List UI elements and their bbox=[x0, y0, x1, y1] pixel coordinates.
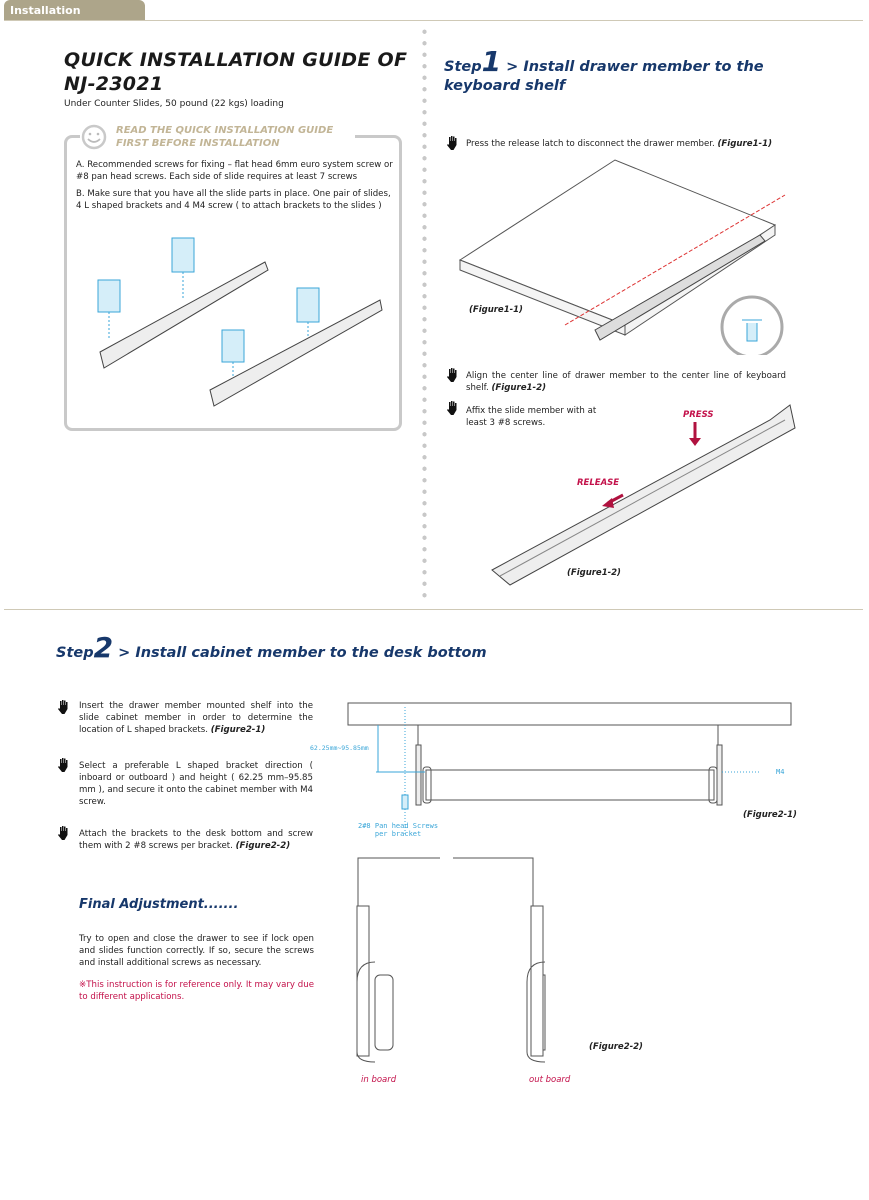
section-divider bbox=[4, 609, 863, 610]
subtitle: Under Counter Slides, 50 pound (22 kgs) loading bbox=[64, 99, 284, 109]
step-word: Step bbox=[56, 645, 94, 661]
step2-instruction-2: Select a preferable L shaped bracket direction ( inboard or outboard ) and height ( 62.25 mm–95.85 mm ), and secure it onto the cabinet member with M4 screw. bbox=[79, 761, 313, 807]
figure1-1-label: (Figure1-1) bbox=[469, 305, 523, 315]
m4-label: M4 bbox=[776, 768, 785, 776]
hand-icon bbox=[446, 367, 460, 383]
step2-instruction-3: Attach the brackets to the desk bottom and screw them with 2 #8 screws per bracket. (Figure2-2) bbox=[79, 829, 313, 851]
notice-line: FIRST BEFORE INSTALLATION bbox=[116, 138, 280, 149]
hand-icon bbox=[57, 825, 71, 841]
header-divider bbox=[4, 20, 863, 21]
height-dimension-label: 62.25mm~95.85mm bbox=[310, 744, 369, 752]
step-title: > Install drawer member to the keyboard shelf bbox=[444, 59, 764, 94]
step1-heading bbox=[444, 45, 764, 96]
title-line: QUICK INSTALLATION GUIDE OF bbox=[64, 49, 408, 71]
point-b: B. Make sure that you have all the slide parts in place. One pair of slides, 4 L shaped brackets and 4 M4 screw ( to attach brackets to the slides ) bbox=[76, 189, 391, 211]
step-word: Step bbox=[444, 59, 482, 75]
hand-icon bbox=[446, 135, 460, 151]
step2-instruction-1: Insert the drawer member mounted shelf into the slide cabinet member in order to determine the location of L shaped brackets. (Figure2-1) bbox=[79, 701, 313, 735]
figure1-1-illustration bbox=[455, 155, 790, 355]
final-adjustment-heading: Final Adjustment....... bbox=[79, 897, 239, 912]
title-model: NJ-23021 bbox=[64, 73, 164, 95]
figure1-2-label: (Figure1-2) bbox=[567, 568, 621, 578]
header-tab: Installation Instructions bbox=[4, 0, 145, 20]
step1-instruction-1: Press the release latch to disconnect the drawer member. (Figure1-1) bbox=[466, 139, 773, 149]
screw-label: per bracket bbox=[374, 830, 422, 838]
step1-instruction-3: Affix the slide member with at least 3 #8 screws. bbox=[466, 406, 597, 428]
column-divider bbox=[422, 26, 427, 601]
point-a: A. Recommended screws for fixing – flat head 6mm euro system screw or #8 pan head screws. Each side of slide requires at least 7 screws bbox=[76, 160, 393, 182]
slide-parts-illustration bbox=[90, 230, 390, 415]
smiley-icon bbox=[81, 124, 107, 150]
hand-icon bbox=[446, 400, 460, 416]
press-label: PRESS bbox=[683, 410, 714, 420]
outboard-label: out board bbox=[529, 1075, 571, 1085]
figure2-2-illustration bbox=[345, 850, 565, 1065]
reference-note: ※This instruction is for reference only. It may vary due to different applications. bbox=[79, 980, 314, 1002]
step-title: > Install cabinet member to the desk bottom bbox=[118, 645, 487, 661]
step1-instruction-2: Align the center line of drawer member to the center line of keyboard shelf. (Figure1-2) bbox=[466, 371, 786, 393]
figure1-2-illustration bbox=[490, 400, 810, 590]
figure2-1-label: (Figure2-1) bbox=[743, 810, 797, 820]
notice-line: READ THE QUICK INSTALLATION GUIDE bbox=[116, 125, 334, 136]
screw-label: 2#8 Pan head Screws bbox=[358, 822, 439, 830]
step-number: 1 bbox=[481, 45, 502, 78]
screw-callout bbox=[358, 822, 438, 838]
release-label: RELEASE bbox=[577, 478, 620, 488]
hand-icon bbox=[57, 757, 71, 773]
final-adjustment-body: Try to open and close the drawer to see if lock open and slides function correctly. If so, secure the screws and install additional screws as necessary. bbox=[79, 934, 314, 968]
hand-icon bbox=[57, 699, 71, 715]
step2-heading bbox=[56, 631, 487, 664]
step-number: 2 bbox=[93, 631, 114, 664]
page-title bbox=[64, 48, 407, 96]
inboard-label: in board bbox=[361, 1075, 397, 1085]
figure2-2-label: (Figure2-2) bbox=[589, 1042, 643, 1052]
notice-heading bbox=[116, 124, 333, 150]
